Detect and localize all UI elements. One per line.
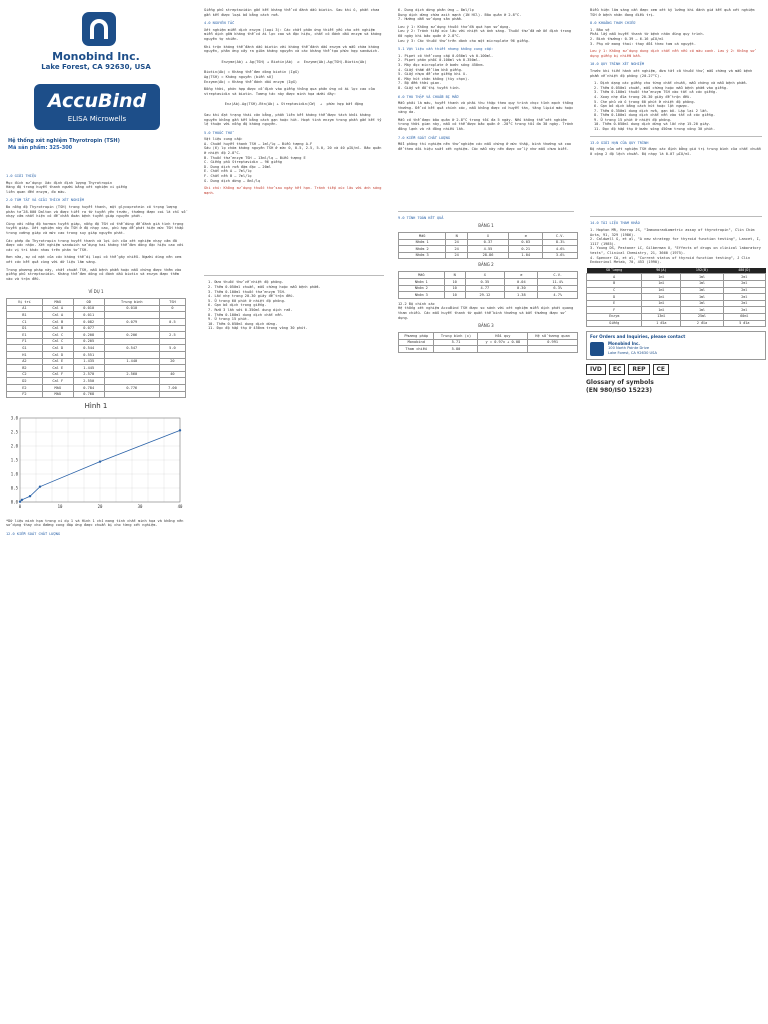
section-heading: 1.0 GIỚI THIỆU <box>6 174 37 178</box>
kit-contents-table <box>586 268 766 327</box>
section-heading: 5.1 Vật liệu cần thiết nhưng không cung cấp: <box>398 47 494 52</box>
table-cell: Cal A <box>42 312 73 319</box>
glossary-label: Glossary of symbols (EN 980/ISO 15223) <box>586 378 654 394</box>
table-cell: 0.784 <box>73 385 104 392</box>
table-header-cell: Vị trí <box>7 299 43 306</box>
product-line: AccuBind <box>47 90 147 112</box>
order-address: 100 North Pointe Drive Lake Forest, CA 92630 USA <box>608 346 657 356</box>
paragraph: Trong phương pháp này, chất chuẩn TSH, mẫu bệnh phẩm hoặc mẫu chứng được thêm vào giếng phủ streptavidin. Kháng thể đơn dòng có đánh dấu biotin và enzym được thêm vào và trộn đều. <box>6 267 184 281</box>
figure-label: Hình 1 <box>84 402 108 411</box>
table-cell: Nhóm 2 <box>399 246 446 253</box>
table-row <box>7 371 186 378</box>
table-row <box>587 287 766 294</box>
table-cell: 1ml <box>642 300 681 307</box>
data-point <box>29 495 31 497</box>
table-cell: 40 <box>159 371 185 378</box>
references-list: 1. Hopton MR, Harrop JS, "Immunoradiometric assay of thyrotropin", Clin Chim Acta, 91, 329 (1986). 2. Caldwell G, et al, "A new strategy for thyroid function testing", Lancet, I, 1117 (1985). 3. Young DS, Pestaner LC, Gilberman U, "Effects of drugs on clinical laboratory tests", Clinical Chemistry, 21, 3660 (1975). 4. Spencer CA, et al, "Current status of thyroid function testing", J Clin Endocrinol Metab, 70, 453 (1990). <box>590 228 761 265</box>
table-cell: 60ml <box>723 313 765 320</box>
paragraph: Các phép đo Thyrotropin trong huyết thanh và lợi ích của xét nghiệm nhạy cảm đã được xác nhận. Xét nghiệm sandwich sử dụng hai kháng thể đơn dòng đặc hiệu cao với các vị trí khác nhau trên phân tử TSH. <box>6 238 186 252</box>
section-heading: 8.0 KHOẢNG THAM CHIẾU <box>590 21 636 26</box>
table-header-cell: Mẫu <box>399 272 445 279</box>
paragraph: 1. Pipet có thể cung cấp 0.050ml và 0.100ml. 2. Pipet phân phối 0.100ml và 0.350ml. 3. Máy đọc microplate ở bước sóng 450nm. 4. Giấy thấm để làm khô giếng. 5. Giấy nhựa để che giếng khi ủ. 6. Máy hút chân không (tùy chọn). 7. Bộ đếm thời gian. 8. Giấy vẽ đồ thị tuyến tính. <box>398 53 494 90</box>
table-cell: H1 <box>7 352 43 359</box>
table-cell <box>104 365 159 372</box>
calibration-chart <box>6 414 186 516</box>
table-cell: 10 <box>444 285 465 292</box>
table-cell: Giếng <box>587 320 642 327</box>
column-3 <box>392 0 580 356</box>
table-cell: Cal B <box>42 325 73 332</box>
table-cell: 4.7% <box>538 292 578 299</box>
table-cell: Nhóm 1 <box>399 239 446 246</box>
table-cell: Nhóm 3 <box>399 292 445 299</box>
table-cell: 24 <box>446 252 468 259</box>
table-cell: 0.082 <box>73 319 104 326</box>
table-cell: Cal D <box>42 352 73 359</box>
procedure-steps: 1. Định dạng các giếng cho từng chất chuẩn, mẫu chứng và mẫu bệnh phẩm. 2. Thêm 0.050ml chuẩn, mẫu chứng hoặc mẫu bệnh phẩm vào giếng. 3. Thêm 0.100ml thuốc thử enzym TSH vào tất cả các giếng. 4. Xoay nhẹ đĩa trong 20-30 giây để trộn đều. 5. Che phủ và ủ trong 60 phút ở nhiệt độ phòng. 6. Gạn bỏ dịch bằng cách hút hoặc lật ngược. 7. Thêm 0.350ml dung dịch rửa, gạn bỏ. Lặp lại 2 lần. 8. Thêm 0.100ml dung dịch chất nền vào tất cả các giếng. 9. Ủ trong 15 phút ở nhiệt độ phòng. 10. Thêm 0.050ml dung dịch dừng và lắc nhẹ 15-20 giây. 11. Đọc độ hấp thụ ở bước sóng 450nm trong vòng 30 phút. <box>594 81 748 132</box>
table-title: VÍ DỤ 1 <box>88 289 104 295</box>
table-cell <box>159 391 185 398</box>
table-cell: 1ml <box>642 280 681 287</box>
table-cell: 1ml <box>681 287 723 294</box>
table-cell: 5.0 <box>159 345 185 352</box>
paragraph: *Dữ liệu minh họa trong ví dụ 1 và Hình 1 chỉ mang tính chất minh họa và không nên sử dụng thay cho đường cong đáp ứng được chuẩn bị cho từng xét nghiệm. <box>6 518 186 528</box>
table-row <box>399 285 578 292</box>
table-cell: B2 <box>7 365 43 372</box>
table-cell: Nhóm 2 <box>399 285 445 292</box>
equation: Enzyme(Ab) + Ag(TSH) + Biotin(Ab) ⇌ Enzyme(Ab)-Ag(TSH)-Biotin(Ab) <box>221 59 367 64</box>
table-cell <box>104 338 159 345</box>
table-row <box>399 339 578 346</box>
table-cell: C1 <box>7 319 43 326</box>
product-code: Mã sản phẩm: 325-300 <box>8 145 73 151</box>
table-row <box>399 252 578 259</box>
table-cell: 4.77 <box>465 285 505 292</box>
table-row <box>7 391 186 398</box>
table-cell: 0.35 <box>465 279 505 286</box>
table-cell: A <box>587 274 642 281</box>
table-row <box>399 346 578 353</box>
table-cell: 8.3% <box>543 239 578 246</box>
data-point <box>39 486 41 488</box>
table-cell: 0.04 <box>505 279 538 286</box>
company-name: Monobind Inc. <box>52 50 140 63</box>
table-cell: Cal B <box>42 319 73 326</box>
table-cell: 0.21 <box>508 246 543 253</box>
table-cell: 0.5 <box>159 319 185 326</box>
section-heading: 12.0 KIỂM SOÁT CHẤT LƯỢNG <box>6 531 61 536</box>
table-cell: 0.551 <box>73 352 104 359</box>
table-cell: 0.30 <box>505 285 538 292</box>
y-tick-label: 0.5 <box>10 485 18 491</box>
table-header-cell: Mẫu <box>42 299 73 306</box>
table-cell <box>159 365 185 372</box>
table-row <box>399 292 578 299</box>
table-cell: 20 <box>159 358 185 365</box>
x-tick-label: 0 <box>18 504 22 510</box>
paragraph: 1. Bảo vệ Phải lấy mẫu huyết thanh từ bệnh nhân đúng quy trình. 2. Bình thường: 0.39 – 6.16 µIU/ml 3. Phụ nữ mang thai: thay đổi theo tam cá nguyệt. <box>590 27 705 46</box>
table-cell: 0.205 <box>73 338 104 345</box>
table-cell: Nhóm 1 <box>399 279 445 286</box>
table-header-cell: Mẫu <box>399 233 446 240</box>
table-header-cell: Trung bình (x) <box>434 333 478 340</box>
y-tick-label: 2.0 <box>10 443 18 449</box>
table-cell: G1 <box>7 345 43 352</box>
table-cell: Nhóm 3 <box>399 252 446 259</box>
x-tick-label: 20 <box>97 504 103 510</box>
table-row <box>7 358 186 365</box>
table-cell: Mẫu <box>42 385 73 392</box>
table-cell: 0.547 <box>104 345 159 352</box>
divider <box>590 216 762 217</box>
section-heading: 6.0 THU THẬP VÀ CHUẨN BỊ MẪU <box>398 94 459 99</box>
table-row <box>7 312 186 319</box>
table-cell: 3.6% <box>543 252 578 259</box>
table-cell: 5.80 <box>434 346 478 353</box>
table-header-cell: X <box>465 272 505 279</box>
table-cell: 1ml <box>642 294 681 301</box>
table-cell: 0.011 <box>73 312 104 319</box>
table-row <box>399 279 578 286</box>
table-cell: 1 đĩa <box>642 320 681 327</box>
table-cell: Cal D <box>42 345 73 352</box>
y-tick-label: 1.5 <box>10 457 18 463</box>
section-heading: 4.0 NGUYÊN TẮC <box>204 21 235 26</box>
table-cell: A1 <box>7 305 43 312</box>
table-cell: 1.440 <box>104 358 159 365</box>
table-cell: 1ml <box>642 287 681 294</box>
table-header-cell: N <box>444 272 465 279</box>
paragraph: Vật liệu cung cấp: A. Chuẩn huyết thanh TSH – 1ml/lọ – Biểu tượng A-F Sáu (6) lọ chứa kháng nguyên TSH ở mức 0, 0.5, 2.5, 5.0, 20 và 40 µIU/ml. Bảo quản ở nhiệt độ 2-8°C. B. Thuốc thử enzym TSH – 13ml/lọ – Biểu tượng E C. Giếng phủ Streptavidin – 96 giếng D. Dung dịch rửa đậm đặc – 20ml E. Chất nền A – 7ml/lọ F. Chất nền B – 7ml/lọ G. Dung dịch dừng – 8ml/lọ <box>204 137 382 183</box>
table-cell: 4.55 <box>468 246 509 253</box>
table-cell: Cal E <box>42 358 73 365</box>
table-row <box>587 307 766 314</box>
table-cell: 2.560 <box>104 371 159 378</box>
column-2 <box>198 0 390 332</box>
table-header-cell: TSH <box>159 299 185 306</box>
table-row <box>7 385 186 392</box>
table-cell: 0.03 <box>508 239 543 246</box>
table-cell: 1ml <box>681 280 723 287</box>
table-cell: 0.079 <box>104 319 159 326</box>
table-header-cell: Phương pháp <box>399 333 434 340</box>
monobind-logo-icon <box>590 342 604 356</box>
precision-table-2 <box>398 271 578 298</box>
ivd-symbol-icon: IVD <box>586 364 606 375</box>
paragraph: Đồng thời, phức hợp được cố định vào giếng thông qua phản ứng có ái lực cao của streptavidin và biotin. Tương tác này được minh họa dưới đây: <box>204 87 378 96</box>
product-sub: ELISA Microwells <box>67 115 127 123</box>
note-text: Lưu ý 1: Không sử dụng dung dịch chất nền nếu có màu xanh. Lưu ý 2: Không sử dụng giếng bị nhiễm bẩn. <box>590 49 755 58</box>
table-cell: 4.6% <box>543 246 578 253</box>
table-cell: 0.010 <box>104 305 159 312</box>
table-cell: 0.768 <box>73 391 104 398</box>
paragraph: Xét nghiệm miễn dịch enzym (loại 3): Các chất phản ứng thiết yếu cho xét nghiệm miễn dịch gồm kháng thể có ái lực cao và đặc hiệu, chất có đánh dấu enzym và kháng nguyên tự nhiên. <box>204 27 384 41</box>
table-row <box>399 246 578 253</box>
table-row <box>7 319 186 326</box>
table-cell: Monobind <box>399 339 434 346</box>
table-cell: Enzym <box>587 313 642 320</box>
table-title: BẢNG 2 <box>478 262 494 268</box>
paragraph: Mỗi phòng thí nghiệm nên thử nghiệm các mẫu chứng ở mức thấp, bình thường và cao để theo dõi hiệu suất xét nghiệm. Các mẫu này nên được xử lý như mẫu chưa biết. <box>398 142 574 151</box>
order-title: For Orders and Inquiries, please contact <box>590 334 686 340</box>
paragraph: Biotin(Ab) = Kháng thể đơn dòng biotin (IgG) Ag(TSH) = Kháng nguyên (biến số) Enzyme(Ab) = Kháng thể đánh dấu enzym (IgG) <box>204 70 300 84</box>
y-tick-label: 0.0 <box>10 499 18 505</box>
chart-svg <box>6 414 186 514</box>
table-cell: 13ml <box>642 313 681 320</box>
table-cell <box>104 391 159 398</box>
divider <box>590 136 762 137</box>
table-row <box>587 274 766 281</box>
column-1 <box>0 0 192 539</box>
table-cell: 6.3% <box>538 285 578 292</box>
table-header-cell: σ <box>508 233 543 240</box>
table-row <box>7 338 186 345</box>
table-cell: B1 <box>7 312 43 319</box>
table-cell: 25ml <box>681 313 723 320</box>
paragraph: Biểu hiện lâm sàng cần được xem xét kỹ lưỡng khi đánh giá kết quả xét nghiệm TSH ở bệnh nhân đang điều trị. <box>590 8 757 17</box>
section-heading: 2.0 TÓM TẮT VÀ GIẢI THÍCH XÉT NGHIỆM <box>6 198 84 203</box>
table-cell: 29.12 <box>465 292 505 299</box>
table-cell <box>159 378 185 385</box>
section-heading: 10.0 QUY TRÌNH XÉT NGHIỆM <box>590 62 645 67</box>
paragraph: Đo nồng độ Thyrotropin (TSH) trong huyết thanh, một glycoprotein có trọng lượng phân tử 28.000 Dalton và được tiết ra từ tuyến yên trước, thường được coi là chỉ số nhạy cảm nhất hiện có để chẩn đoán bệnh tuyến giáp nguyên phát. <box>6 204 188 219</box>
accubind-banner <box>34 84 160 130</box>
y-tick-label: 1.0 <box>10 471 18 477</box>
table-header-cell: 480(D) <box>723 268 765 274</box>
header-logo-area <box>0 0 192 170</box>
table-title: BẢNG 1 <box>478 223 494 229</box>
paragraph: Giếng phủ streptavidin gắn kết kháng thể có đánh dấu biotin. Sau khi ủ, phần chưa gắn kết được loại bỏ bằng cách rửa. <box>204 8 382 17</box>
equation: Enz(Ab)-Ag(TSH)-Btn(Ab) + Streptavidin(CW) → phức hợp bất động <box>224 102 364 107</box>
table-cell: C <box>587 287 642 294</box>
table-cell: E <box>587 300 642 307</box>
paragraph: 12.2 Độ chính xác Hệ thống xét nghiệm AccuBind TSH được so sánh với xét nghiệm miễn dịch phát quang tham chiếu. Các mẫu huyết thanh từ quần thể bình thường và bất thường được sử dụng. <box>398 301 574 320</box>
paragraph: Mẫu phải là máu, huyết thanh và phải thu thập theo quy trình chọc tĩnh mạch thông thường. Để có kết quả chính xác, mẫu không được có huyết tán, tăng lipid máu hoặc vàng da. <box>398 101 576 115</box>
paragraph: Mẫu có thể được bảo quản ở 2-8°C trong tối đa 5 ngày. Nếu không thể xét nghiệm trong thời gian này, mẫu có thể được bảo quản ở -20°C trong tối đa 30 ngày. Tránh đông lạnh và rã đông nhiều lần. <box>398 117 576 132</box>
table-cell: Cal C <box>42 338 73 345</box>
table-cell: 10 <box>444 292 465 299</box>
table-cell: 0.208 <box>73 332 104 339</box>
table-cell: E1 <box>7 332 43 339</box>
table-header-cell: 192(B) <box>681 268 723 274</box>
table-cell: Cal E <box>42 365 73 372</box>
table-cell: 5 đĩa <box>723 320 765 327</box>
table-cell: 0.077 <box>73 325 104 332</box>
table-cell <box>159 338 185 345</box>
divider <box>398 211 574 212</box>
order-info-box <box>586 331 766 360</box>
paragraph: Sau khi đạt trạng thái cân bằng, phần liên kết kháng thể được tách khỏi kháng nguyên không gắn kết bằng cách gạn hoặc hút. Hoạt tính enzym trong phần gắn kết tỷ lệ thuận với nồng độ kháng nguyên. <box>204 112 384 127</box>
table-row <box>587 300 766 307</box>
company-address: Lake Forest, CA 92630, USA <box>41 63 151 71</box>
table-row <box>587 320 766 327</box>
table-cell: Cal F <box>42 371 73 378</box>
procedure-steps: 1. Đưa thuốc thử về nhiệt độ phòng. 2. Thêm 0.050ml chuẩn, mẫu chứng hoặc mẫu bệnh phẩm. 3. Thêm 0.100ml thuốc thử enzym TSH. 4. Lắc nhẹ trong 20-30 giây để trộn đều. 5. Ủ trong 60 phút ở nhiệt độ phòng. 6. Gạn bỏ dịch trong giếng. 7. Rửa 3 lần với 0.350ml dung dịch rửa. 8. Thêm 0.100ml dung dịch chất nền. 9. Ủ trong 15 phút. 10. Thêm 0.050ml dung dịch dừng. 11. Đọc độ hấp thụ ở 450nm trong vòng 30 phút. <box>208 280 321 331</box>
table-row <box>399 239 578 246</box>
table-cell: B <box>587 280 642 287</box>
section-heading: 5.0 THUỐC THỬ <box>204 130 233 135</box>
table-cell: 2ml <box>723 287 765 294</box>
ce-mark-icon: CE <box>653 364 670 375</box>
table-cell: 5.71 <box>434 339 478 346</box>
table-header-cell: X <box>468 233 509 240</box>
table-row <box>7 345 186 352</box>
paragraph: Độ nhạy của xét nghiệm TSH được xác định bằng giá trị trung bình của chất chuẩn 0 cộng 2 độ lệch chuẩn. Độ nhạy là 0.07 µIU/ml. <box>590 147 764 156</box>
column-4 <box>584 0 768 397</box>
paragraph: Khi trộn kháng thể đánh dấu biotin với kháng thể đánh dấu enzym và mẫu chứa kháng nguyên, phản ứng xảy ra giữa kháng nguyên và các kháng thể tạo phức hợp sandwich. <box>204 44 382 54</box>
table-header-cell: C.V. <box>543 233 578 240</box>
monobind-logo-icon <box>82 12 116 46</box>
table-cell <box>104 378 159 385</box>
table-cell: 2ml <box>723 294 765 301</box>
table-cell: 0.010 <box>73 305 104 312</box>
table-cell: 0.544 <box>73 345 104 352</box>
precision-table-1 <box>398 232 578 259</box>
table-row <box>7 305 186 312</box>
document-title <box>8 138 120 152</box>
paragraph: Lưu ý 1: Không sử dụng thuốc thử đã quá hạn sử dụng. Lưu ý 2: Tránh tiếp xúc lâu với nhiệt và ánh sáng. Thuốc thử đã mở ổn định trong 60 ngày khi bảo quản ở 2-8°C. Lưu ý 3: Các thuốc thử trên dành cho một microplate 96 giếng. <box>398 24 572 43</box>
table-cell: F <box>587 307 642 314</box>
table-cell: D <box>587 294 642 301</box>
paragraph: Hơn nữa, sự có mặt của các kháng thể dị loại có thể gây nhiễu. Người dùng nên xem xét các kết quả cùng với dữ liệu lâm sàng. <box>6 255 184 264</box>
table-cell: F1 <box>7 338 43 345</box>
table-cell <box>159 312 185 319</box>
note-text: Ghi chú: Không sử dụng thuốc thử sau ngày hết hạn. Tránh tiếp xúc lâu với ánh sáng mạnh. <box>204 186 382 195</box>
section-heading: 9.0 TÍNH TOÁN KẾT QUẢ <box>398 216 444 221</box>
table-cell <box>104 312 159 319</box>
table-cell: 1ml <box>681 274 723 281</box>
divider <box>204 275 384 276</box>
table-cell: F2 <box>7 391 43 398</box>
table-cell: 2ml <box>723 307 765 314</box>
table-cell: Cal F <box>42 378 73 385</box>
table-header-cell: OD <box>73 299 104 306</box>
table-row <box>587 280 766 287</box>
table-cell: A2 <box>7 358 43 365</box>
paragraph: 6. Dung dịch dừng phản ứng – 8ml/lọ Dung dịch dừng chứa axit mạnh (1N HCl). Bảo quản ở 2-8°C. 7. Hướng dẫn sử dụng sản phẩm. <box>398 8 522 22</box>
table-cell: 1.435 <box>73 358 104 365</box>
data-point <box>99 461 101 463</box>
table-cell: 2 đĩa <box>681 320 723 327</box>
table-cell: 1ml <box>642 274 681 281</box>
table-cell: Cal C <box>42 332 73 339</box>
table-cell: 0.776 <box>104 385 159 392</box>
example-table <box>6 298 186 398</box>
table-cell <box>104 325 159 332</box>
data-point <box>19 501 21 503</box>
table-cell: 10 <box>444 279 465 286</box>
data-point <box>179 429 181 431</box>
paragraph: Trước khi tiến hành xét nghiệm, đưa tất cả thuốc thử, mẫu chứng và mẫu bệnh phẩm về nhiệt độ phòng (20-27°C). <box>590 68 755 78</box>
table-cell: 7.00 <box>159 385 185 392</box>
table-cell: 24 <box>446 246 468 253</box>
table-row <box>7 332 186 339</box>
table-cell: D2 <box>7 378 43 385</box>
table-cell <box>478 346 528 353</box>
ec-symbol-icon: EC <box>609 364 626 375</box>
table-cell: y = 0.97x + 0.08 <box>478 339 528 346</box>
table-header-cell: Trung bình <box>104 299 159 306</box>
table-cell <box>159 352 185 359</box>
table-cell: 1ml <box>681 300 723 307</box>
table-row <box>7 378 186 385</box>
table-cell: 1.445 <box>73 365 104 372</box>
table-row <box>7 365 186 372</box>
table-cell: 1ml <box>681 307 723 314</box>
table-cell: 2.550 <box>73 378 104 385</box>
table-cell: 2.5 <box>159 332 185 339</box>
table-cell: 1.38 <box>505 292 538 299</box>
footer-logo <box>590 342 762 356</box>
table-header-cell: Hồi quy <box>478 333 528 340</box>
table-cell: 28.86 <box>468 252 509 259</box>
table-cell: 0.991 <box>528 339 578 346</box>
table-cell <box>104 352 159 359</box>
table-header-cell: σ <box>505 272 538 279</box>
table-cell: 2ml <box>723 274 765 281</box>
table-cell: 0.206 <box>104 332 159 339</box>
table-cell <box>159 325 185 332</box>
y-tick-label: 2.5 <box>10 429 18 435</box>
section-heading: 13.0 GIỚI HẠN CỦA QUY TRÌNH <box>590 140 649 145</box>
paragraph: Mục đích sử dụng: Xác định định lượng Thyrotropin Hàng độ trong huyết thanh người bằng xét nghiệm vi giếng liên quan đến enzym, đo màu. <box>6 180 128 194</box>
table-title: BẢNG 3 <box>478 323 494 329</box>
table-header-cell: C.V. <box>538 272 578 279</box>
table-row <box>587 294 766 301</box>
table-cell: 2ml <box>723 280 765 287</box>
table-cell: D1 <box>7 325 43 332</box>
table-cell: 2.570 <box>73 371 104 378</box>
table-cell: Cal A <box>42 305 73 312</box>
table-cell: 1ml <box>642 307 681 314</box>
section-heading: 14.0 TÀI LIỆU THAM KHẢO <box>590 221 640 226</box>
table-header-cell: N <box>446 233 468 240</box>
table-row <box>587 313 766 320</box>
section-heading: 7.0 KIỂM SOÁT CHẤT LƯỢNG <box>398 135 450 140</box>
table-cell: Tham chiếu <box>399 346 434 353</box>
x-tick-label: 10 <box>57 504 63 510</box>
table-cell: 11.4% <box>538 279 578 286</box>
table-header-cell: 96(A) <box>642 268 681 274</box>
table-cell: 0.37 <box>468 239 509 246</box>
table-cell: 1ml <box>681 294 723 301</box>
table-cell: Mẫu <box>42 391 73 398</box>
table-cell: 0 <box>159 305 185 312</box>
x-tick-label: 30 <box>137 504 143 510</box>
symbol-row <box>586 364 766 375</box>
table-cell: 24 <box>446 239 468 246</box>
data-point <box>21 499 23 501</box>
title-text: Hệ thống xét nghiệm Thyrotropin (TSH) <box>8 138 120 144</box>
table-header-cell: Số lượng <box>587 268 642 274</box>
table-cell: 1.04 <box>508 252 543 259</box>
x-tick-label: 40 <box>177 504 183 510</box>
order-company: Monobind Inc. <box>608 340 640 346</box>
y-tick-label: 3.0 <box>10 415 18 421</box>
accuracy-table <box>398 332 578 353</box>
table-row <box>7 325 186 332</box>
table-cell: 2ml <box>723 300 765 307</box>
table-row <box>7 352 186 359</box>
rep-symbol-icon: REP <box>628 364 649 375</box>
table-header-cell: Hệ số tương quan <box>528 333 578 340</box>
table-cell: C2 <box>7 371 43 378</box>
table-cell <box>528 346 578 353</box>
paragraph: Cùng với nồng độ hormon tuyến giáp, nồng độ TSH có thể dùng để đánh giá tình trạng tuyến giáp. Xét nghiệm này đo TSH ở độ nhạy cao, phù hợp để phát hiện mức TSH thấp trong cường giáp và mức cao trong suy giáp nguyên phát. <box>6 221 186 235</box>
table-cell: E2 <box>7 385 43 392</box>
